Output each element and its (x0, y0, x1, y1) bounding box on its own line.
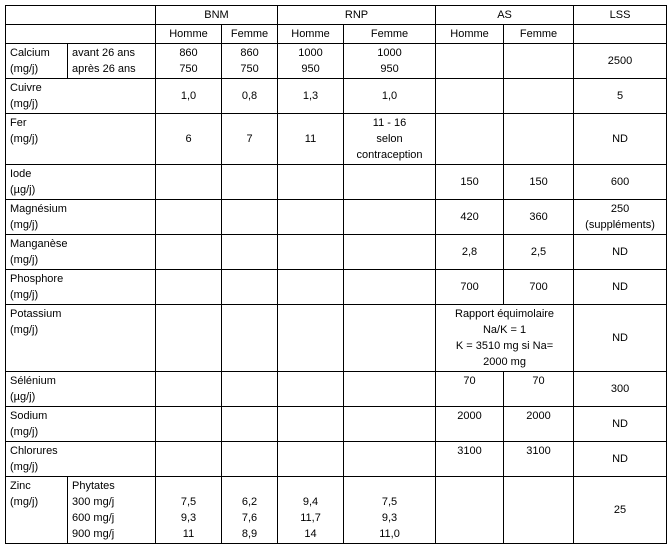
nutrient-name: Cuivre (mg/j) (6, 79, 156, 114)
value-lss: 25 (574, 477, 667, 544)
row-selenium (6, 372, 667, 407)
value-as-homme (436, 477, 504, 544)
header-bnm-femme: Femme (222, 25, 278, 44)
value-as-homme: 150 (436, 165, 504, 200)
nutrient-name: Calcium (mg/j) (6, 44, 68, 79)
value-rnp-homme (278, 305, 344, 372)
row-calcium (6, 44, 667, 79)
row-potassium (6, 305, 667, 372)
value-bnm-homme: 6 (156, 114, 222, 165)
value-rnp-homme: 9,4 11,7 14 (278, 477, 344, 544)
nutrient-name: Sodium (mg/j) (6, 407, 156, 442)
value-bnm-femme: 6,2 7,6 8,9 (222, 477, 278, 544)
value-bnm-femme: 860 750 (222, 44, 278, 79)
value-bnm-homme (156, 270, 222, 305)
value-rnp-homme (278, 165, 344, 200)
value-bnm-homme: 1,0 (156, 79, 222, 114)
row-chlorures (6, 442, 667, 477)
header-bnm: BNM (156, 6, 278, 25)
header-rnp: RNP (278, 6, 436, 25)
value-as-homme: 3100 (436, 442, 504, 477)
value-as-homme (436, 44, 504, 79)
header-lss-empty (574, 25, 667, 44)
value-bnm-homme (156, 407, 222, 442)
nutrient-name: Magnésium (mg/j) (6, 200, 156, 235)
value-rnp-homme: 11 (278, 114, 344, 165)
header-corner (6, 6, 156, 25)
value-lss: 600 (574, 165, 667, 200)
value-as-homme: 2000 (436, 407, 504, 442)
value-as-femme: 360 (504, 200, 574, 235)
value-lss: 2500 (574, 44, 667, 79)
row-manganese (6, 235, 667, 270)
value-rnp-homme: 1000 950 (278, 44, 344, 79)
value-rnp-homme (278, 200, 344, 235)
value-bnm-femme (222, 372, 278, 407)
value-bnm-femme (222, 442, 278, 477)
nutrient-name: Fer (mg/j) (6, 114, 156, 165)
value-bnm-homme (156, 235, 222, 270)
value-as-femme (504, 114, 574, 165)
row-fer (6, 114, 667, 165)
header-lss: LSS (574, 6, 667, 25)
value-rnp-femme (344, 372, 436, 407)
row-phosphore (6, 270, 667, 305)
value-as-femme: 3100 (504, 442, 574, 477)
value-lss: ND (574, 235, 667, 270)
row-magnesium (6, 200, 667, 235)
value-as-combined: Rapport équimolaire Na/K = 1 K = 3510 mg si Na= 2000 mg (436, 305, 574, 372)
value-bnm-femme: 0,8 (222, 79, 278, 114)
header-rnp-homme: Homme (278, 25, 344, 44)
value-bnm-homme (156, 305, 222, 372)
value-lss: ND (574, 305, 667, 372)
row-sodium (6, 407, 667, 442)
nutrient-name: Iode (µg/j) (6, 165, 156, 200)
value-as-homme (436, 79, 504, 114)
value-rnp-homme (278, 270, 344, 305)
nutrient-name: Potassium (mg/j) (6, 305, 156, 372)
value-lss: 250 (suppléments) (574, 200, 667, 235)
value-bnm-homme (156, 372, 222, 407)
row-cuivre (6, 79, 667, 114)
value-rnp-femme (344, 165, 436, 200)
value-lss: ND (574, 114, 667, 165)
value-as-femme: 2000 (504, 407, 574, 442)
value-bnm-femme (222, 305, 278, 372)
value-bnm-femme (222, 200, 278, 235)
value-rnp-femme: 1,0 (344, 79, 436, 114)
value-bnm-homme (156, 442, 222, 477)
value-as-homme: 70 (436, 372, 504, 407)
header-corner-2 (6, 25, 156, 44)
value-as-femme: 70 (504, 372, 574, 407)
nutrient-name: Sélénium (µg/j) (6, 372, 156, 407)
header-row-groups (6, 6, 667, 25)
value-lss: ND (574, 407, 667, 442)
value-as-homme: 420 (436, 200, 504, 235)
value-as-homme: 2,8 (436, 235, 504, 270)
value-as-homme: 700 (436, 270, 504, 305)
value-rnp-femme (344, 270, 436, 305)
value-rnp-femme (344, 200, 436, 235)
value-as-femme (504, 44, 574, 79)
value-rnp-femme (344, 235, 436, 270)
value-bnm-femme (222, 235, 278, 270)
nutrient-name: Phosphore (mg/j) (6, 270, 156, 305)
value-as-femme (504, 79, 574, 114)
header-as-femme: Femme (504, 25, 574, 44)
row-zinc (6, 477, 667, 544)
value-bnm-homme: 860 750 (156, 44, 222, 79)
phytates-subgroup: Phytates 300 mg/j 600 mg/j 900 mg/j (68, 477, 156, 544)
row-iode (6, 165, 667, 200)
value-as-femme: 150 (504, 165, 574, 200)
value-rnp-femme: 1000 950 (344, 44, 436, 79)
value-bnm-femme (222, 407, 278, 442)
nutrient-name: Zinc (mg/j) (6, 477, 68, 544)
value-as-femme: 700 (504, 270, 574, 305)
value-bnm-homme (156, 200, 222, 235)
value-bnm-homme (156, 165, 222, 200)
value-as-femme: 2,5 (504, 235, 574, 270)
value-rnp-femme: 11 - 16 selon contraception (344, 114, 436, 165)
value-rnp-femme: 7,5 9,3 11,0 (344, 477, 436, 544)
value-rnp-homme (278, 235, 344, 270)
value-as-femme (504, 477, 574, 544)
value-lss: ND (574, 442, 667, 477)
value-bnm-femme: 7 (222, 114, 278, 165)
header-rnp-femme: Femme (344, 25, 436, 44)
value-bnm-femme (222, 165, 278, 200)
value-rnp-homme (278, 372, 344, 407)
value-rnp-femme (344, 442, 436, 477)
value-rnp-homme (278, 407, 344, 442)
header-bnm-homme: Homme (156, 25, 222, 44)
value-lss: 5 (574, 79, 667, 114)
value-rnp-femme (344, 305, 436, 372)
age-subgroup: avant 26 ans après 26 ans (68, 44, 156, 79)
value-rnp-homme: 1,3 (278, 79, 344, 114)
value-lss: 300 (574, 372, 667, 407)
nutrient-reference-table (5, 5, 667, 544)
value-bnm-homme: 7,5 9,3 11 (156, 477, 222, 544)
value-rnp-homme (278, 442, 344, 477)
header-as: AS (436, 6, 574, 25)
value-as-homme (436, 114, 504, 165)
header-as-homme: Homme (436, 25, 504, 44)
value-rnp-femme (344, 407, 436, 442)
nutrient-name: Manganèse (mg/j) (6, 235, 156, 270)
header-row-sex (6, 25, 667, 44)
value-bnm-femme (222, 270, 278, 305)
nutrient-name: Chlorures (mg/j) (6, 442, 156, 477)
value-lss: ND (574, 270, 667, 305)
